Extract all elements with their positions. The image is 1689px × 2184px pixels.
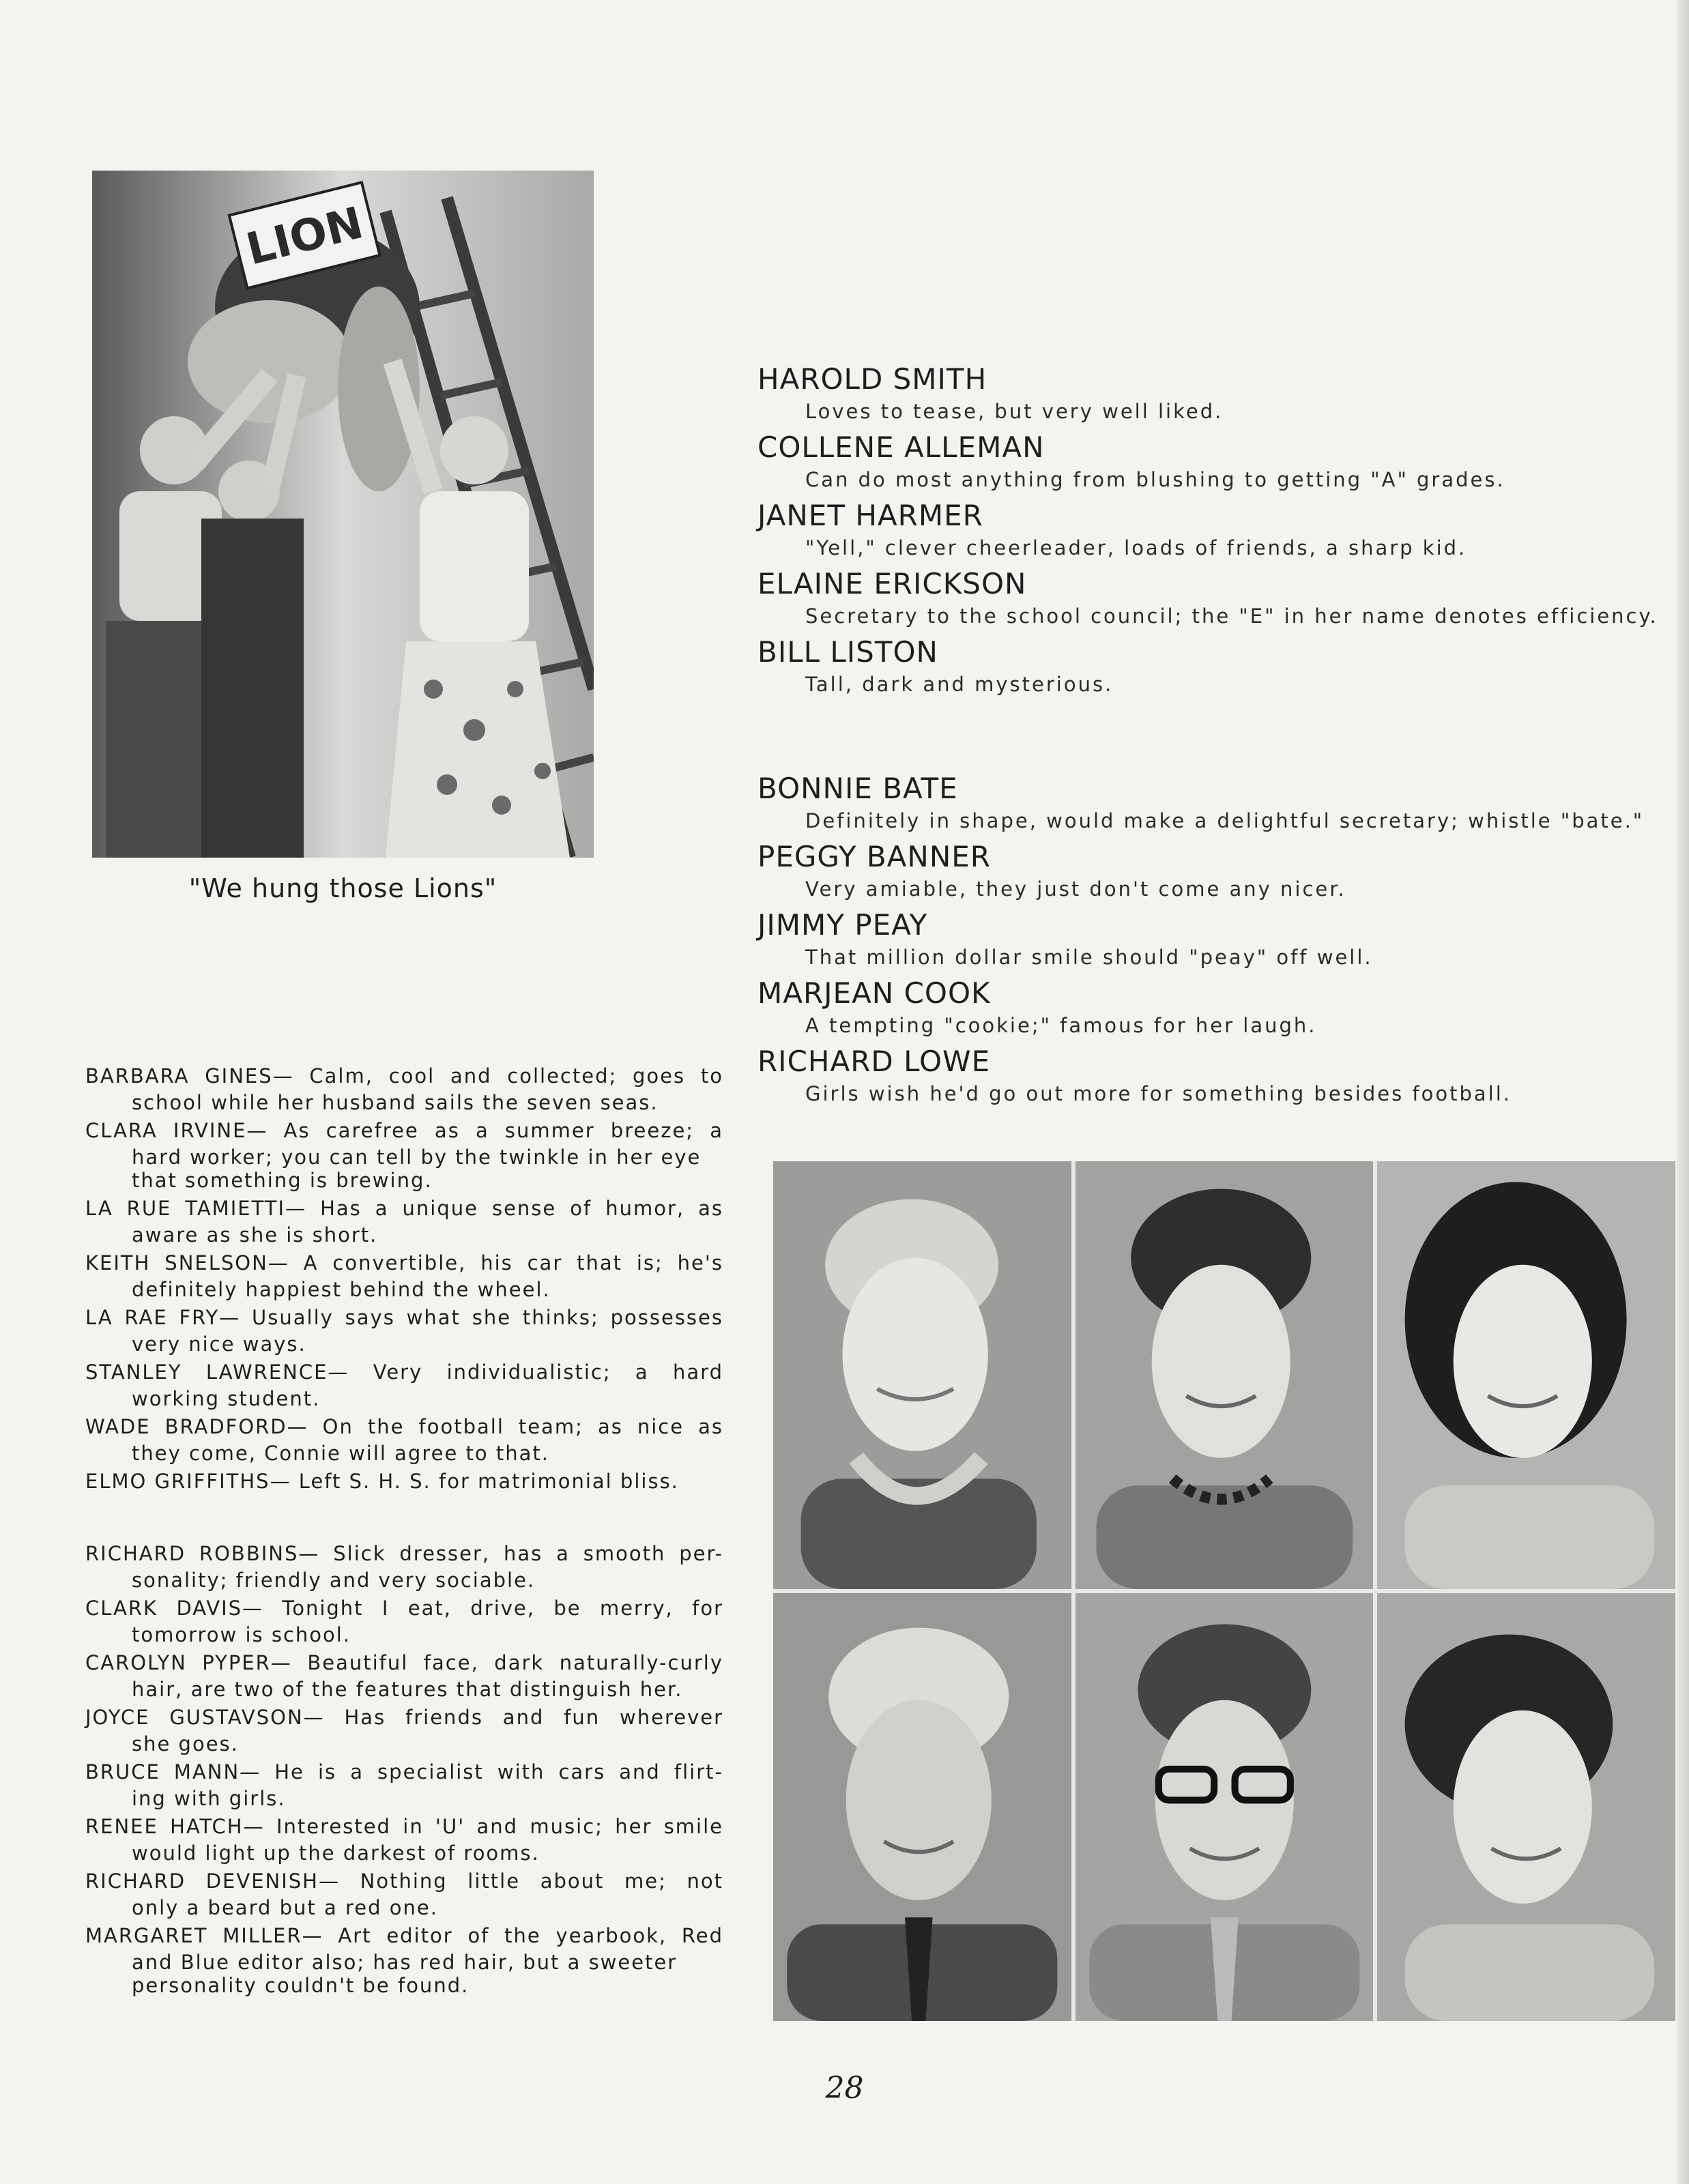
- senior-bio-text: only a beard but a red one.: [132, 1896, 438, 1919]
- senior-entry: [757, 498, 1665, 562]
- senior-bio-text: aware as she is short.: [132, 1223, 378, 1247]
- senior-bio-text: they come, Connie will agree to that.: [132, 1442, 549, 1465]
- senior-bio: [85, 1061, 723, 1114]
- senior-name: CLARK DAVIS—: [85, 1597, 264, 1620]
- senior-bio: [85, 1757, 723, 1810]
- senior-bio-text: Calm, cool and collected; goes to: [309, 1064, 723, 1088]
- page-number: 28: [825, 2071, 864, 2106]
- senior-bio: [85, 1412, 723, 1465]
- senior-bio-text: Has friends and fun wherever: [344, 1706, 723, 1729]
- senior-description: Loves to tease, but very well liked.: [805, 400, 1224, 423]
- senior-list-right-2: [757, 771, 1665, 1112]
- senior-bio-text: Beautiful face, dark naturally-curly: [307, 1651, 723, 1674]
- senior-bio-text: she goes.: [132, 1732, 239, 1756]
- senior-bio-text: hard worker; you can tell by the twinkle in her eye that something is brewing.: [132, 1146, 702, 1192]
- senior-bio: [85, 1193, 723, 1247]
- senior-bio-text: tomorrow is school.: [132, 1623, 351, 1646]
- senior-description: Can do most anything from blushing to getting "A" grades.: [805, 468, 1505, 491]
- senior-bio-text: Very individualistic; a hard: [373, 1360, 723, 1384]
- senior-description: Secretary to the school council; the "E" in her name denotes efficiency.: [805, 605, 1658, 628]
- senior-bio: [85, 1357, 723, 1410]
- senior-name: RICHARD DEVENISH—: [85, 1869, 340, 1893]
- senior-name: CLARA IRVINE—: [85, 1119, 268, 1142]
- senior-name: RICHARD ROBBINS—: [85, 1542, 320, 1565]
- senior-entry: [757, 635, 1665, 699]
- senior-entry: [757, 362, 1665, 426]
- senior-entry: [757, 566, 1665, 630]
- senior-bio-text: Usually says what she thinks; possesses: [252, 1306, 723, 1329]
- senior-list-right-1: [757, 362, 1665, 703]
- senior-name: HAROLD SMITH: [757, 362, 987, 396]
- senior-name: MARGARET MILLER—: [85, 1924, 323, 1947]
- senior-bio: [85, 1116, 723, 1192]
- portrait-photo: [1076, 1593, 1374, 2021]
- senior-name: MARJEAN COOK: [757, 976, 991, 1010]
- senior-entry: [757, 1044, 1665, 1108]
- senior-name: JANET HARMER: [757, 499, 983, 532]
- senior-bio: [85, 1302, 723, 1356]
- senior-bio-text: Left S. H. S. for matrimonial bliss.: [298, 1470, 679, 1493]
- senior-description: Definitely in shape, would make a delightful secretary; whistle "bate.": [805, 809, 1645, 832]
- senior-bios-left-2: [85, 1539, 723, 1998]
- senior-bio-text: On the football team; as nice as: [322, 1415, 723, 1438]
- senior-description: Girls wish he'd go out more for something besides football.: [805, 1082, 1512, 1105]
- senior-bio-text: ing with girls.: [132, 1787, 286, 1810]
- senior-entry: [757, 907, 1665, 972]
- senior-entry: [757, 976, 1665, 1040]
- senior-bio-text: Interested in 'U' and music; her smile: [276, 1815, 724, 1838]
- senior-bio: [85, 1702, 723, 1756]
- senior-bio: [85, 1811, 723, 1865]
- senior-name: JOYCE GUSTAVSON—: [85, 1706, 325, 1729]
- senior-name: COLLENE ALLEMAN: [757, 431, 1045, 464]
- senior-bio-text: Tonight I eat, drive, be merry, for: [282, 1597, 724, 1620]
- senior-bio-text: definitely happiest behind the wheel.: [132, 1278, 551, 1301]
- senior-name: ELMO GRIFFITHS—: [85, 1470, 291, 1493]
- lion-hanging-photo: [92, 171, 594, 858]
- photo-caption: "We hung those Lions": [188, 873, 497, 903]
- senior-bio-text: Art editor of the yearbook, Red: [338, 1924, 724, 1947]
- senior-name: JIMMY PEAY: [757, 908, 928, 942]
- senior-description: Very amiable, they just don't come any nicer.: [805, 877, 1346, 901]
- senior-bio: [85, 1248, 723, 1301]
- portrait-photo: [1076, 1161, 1374, 1589]
- senior-name: WADE BRADFORD—: [85, 1415, 308, 1438]
- senior-description: That million dollar smile should "peay" off well.: [805, 946, 1373, 969]
- senior-name: BARBARA GINES—: [85, 1064, 294, 1088]
- senior-bio-text: Slick dresser, has a smooth per-: [333, 1542, 724, 1565]
- senior-name: ELAINE ERICKSON: [757, 567, 1027, 600]
- senior-bio-text: Nothing little about me; not: [360, 1869, 724, 1893]
- senior-bio: [85, 1593, 723, 1646]
- page-edge: [1677, 0, 1689, 2184]
- senior-bio-text: and Blue editor also; has red hair, but a sweeter personality couldn't be found.: [132, 1951, 678, 1997]
- senior-name: LA RUE TAMIETTI—: [85, 1197, 307, 1220]
- portrait-photo: [773, 1161, 1071, 1589]
- senior-bio-text: He is a specialist with cars and flirt-: [274, 1760, 723, 1783]
- senior-bio-text: hair, are two of the features that distinguish her.: [132, 1678, 683, 1701]
- senior-name: BRUCE MANN—: [85, 1760, 261, 1783]
- senior-name: BILL LISTON: [757, 635, 938, 669]
- senior-name: STANLEY LAWRENCE—: [85, 1360, 349, 1384]
- senior-description: "Yell," clever cheerleader, loads of friends, a sharp kid.: [805, 536, 1467, 559]
- senior-bio-text: working student.: [132, 1387, 321, 1410]
- senior-bios-left-1: [85, 1061, 723, 1498]
- senior-bio-text: would light up the darkest of rooms.: [132, 1841, 540, 1865]
- senior-bio-text: A convertible, his car that is; he's: [303, 1251, 723, 1275]
- senior-bio: [85, 1539, 723, 1592]
- senior-bio-text: Has a unique sense of humor, as: [320, 1197, 724, 1220]
- senior-entry: [757, 771, 1665, 835]
- senior-bio-text: As carefree as a summer breeze; a: [283, 1119, 724, 1142]
- senior-name: RENEE HATCH—: [85, 1815, 265, 1838]
- senior-description: Tall, dark and mysterious.: [805, 673, 1114, 696]
- senior-bio-text: very nice ways.: [132, 1333, 306, 1356]
- portrait-photo: [773, 1593, 1071, 2021]
- senior-description: A tempting "cookie;" famous for her laugh.: [805, 1014, 1317, 1037]
- sign-text: LION: [242, 198, 369, 276]
- senior-bio: [85, 1648, 723, 1701]
- senior-bio: [85, 1466, 723, 1496]
- senior-name: RICHARD LOWE: [757, 1045, 991, 1078]
- senior-name: CAROLYN PYPER—: [85, 1651, 292, 1674]
- senior-bio-text: sonality; friendly and very sociable.: [132, 1569, 536, 1592]
- senior-name: LA RAE FRY—: [85, 1306, 241, 1329]
- senior-entry: [757, 430, 1665, 494]
- senior-bio: [85, 1866, 723, 1919]
- senior-name: PEGGY BANNER: [757, 840, 991, 873]
- senior-bio: [85, 1921, 723, 1997]
- portrait-grid: [773, 1161, 1675, 2021]
- portrait-photo: [1377, 1593, 1675, 2021]
- senior-bio-text: school while her husband sails the seven seas.: [132, 1091, 659, 1114]
- senior-entry: [757, 839, 1665, 903]
- senior-name: BONNIE BATE: [757, 772, 958, 805]
- portrait-photo: [1377, 1161, 1675, 1589]
- senior-name: KEITH SNELSON—: [85, 1251, 289, 1275]
